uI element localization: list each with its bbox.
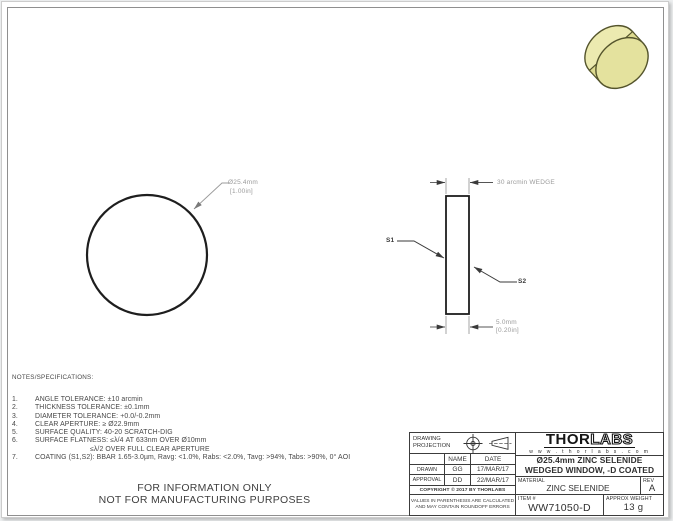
item-cell (516, 495, 604, 515)
surface-1-label: S1 (386, 237, 395, 244)
front-diameter-label-in: [1.00in] (230, 188, 253, 195)
disclaimer-text: VALUES IN PARENTHESIS ARE CALCULATED AND MAY CONTAIN ROUNDOFF ERRORS (410, 495, 516, 515)
drawn-date: 17/MAR/17 (471, 465, 516, 475)
notes-list (12, 396, 350, 462)
note-item: 2. THICKNESS TOLERANCE: ±0.1mm (12, 404, 150, 412)
drawing-title-line2: WEDGED WINDOW, -D COATED (524, 465, 655, 475)
stamp-line-2: NOT FOR MANUFACTURING PURPOSES (98, 494, 311, 507)
thorlabs-url: w w w . t h o r l a b s . c o m (529, 449, 650, 455)
thickness-label-mm: 5.0mm (496, 319, 517, 326)
side-view-window (397, 178, 517, 334)
wedge-angle-label: 30 arcmin WEDGE (497, 179, 555, 186)
rev-cell (641, 477, 663, 495)
approval-date: 22/MAR/17 (471, 475, 516, 486)
material-value: ZINC SELENIDE (546, 482, 610, 493)
item-number-label: ITEM # (518, 496, 536, 502)
note-item-continuation: ≤λ/2 OVER FULL CLEAR APERTURE (90, 445, 210, 453)
copyright-text: COPYRIGHT © 2017 BY THORLABS (410, 486, 516, 495)
drawn-label: DRAWN (410, 465, 445, 475)
material-cell (516, 477, 641, 495)
drawing-title (516, 456, 663, 477)
info-only-stamp (57, 482, 352, 506)
item-number-value: WW71050-D (528, 501, 591, 514)
weight-cell (604, 495, 663, 515)
weight-value: 13 g (623, 502, 644, 513)
title-block (409, 432, 664, 516)
rev-value: A (648, 482, 656, 494)
drawing-title-line1: Ø25.4mm ZINC SELENIDE (536, 455, 643, 466)
projection-cell (410, 433, 516, 454)
date-header: DATE (471, 454, 516, 465)
projection-cone-icon (489, 437, 512, 449)
logo-cell (516, 433, 663, 456)
stamp-line-1: FOR INFORMATION ONLY (137, 482, 272, 494)
front-view-circle (87, 183, 229, 315)
weight-label: APPROX WEIGHT (606, 496, 653, 502)
third-angle-projection-icon (464, 434, 483, 453)
drawn-name: GG (445, 465, 471, 475)
drawing-sheet (1, 1, 669, 518)
approval-name: DD (445, 475, 471, 486)
table-corner-cell (410, 454, 445, 465)
projection-label: DRAWING PROJECTION (413, 436, 451, 449)
thorlabs-logo: THORLABS w w w . t h o r l a b s . c o m (529, 431, 650, 455)
note-item: 6. SURFACE FLATNESS: ≤λ/4 AT 633nm OVER Ø10mm (12, 437, 207, 445)
note-item: 3. DIAMETER TOLERANCE: +0.0/-0.2mm (12, 412, 161, 420)
note-item: 1. ANGLE TOLERANCE: ±10 arcmin (12, 396, 143, 403)
thickness-label-in: [0.20in] (496, 327, 519, 334)
note-item: 7. COATING (S1,S2): BBAR 1.65-3.0µm, Ravg: <1.0%, Rabs: <2.0%, Tavg: >94%, Tabs: >90%, 0° AOI (12, 454, 351, 462)
material-label: MATERIAL (518, 478, 545, 484)
approval-label: APPROVAL (410, 475, 445, 486)
front-diameter-label-mm: Ø25.4mm (228, 179, 258, 186)
notes-heading: NOTES/SPECIFICATIONS: (12, 374, 94, 381)
rev-label: REV (643, 478, 655, 484)
isometric-view-disc (575, 15, 659, 99)
surface-2-label: S2 (518, 278, 527, 285)
note-item: 5. SURFACE QUALITY: 40-20 SCRATCH-DIG (12, 429, 173, 437)
name-header: NAME (445, 454, 471, 465)
note-item: 4. CLEAR APERTURE: ≥ Ø22.9mm (12, 420, 140, 428)
